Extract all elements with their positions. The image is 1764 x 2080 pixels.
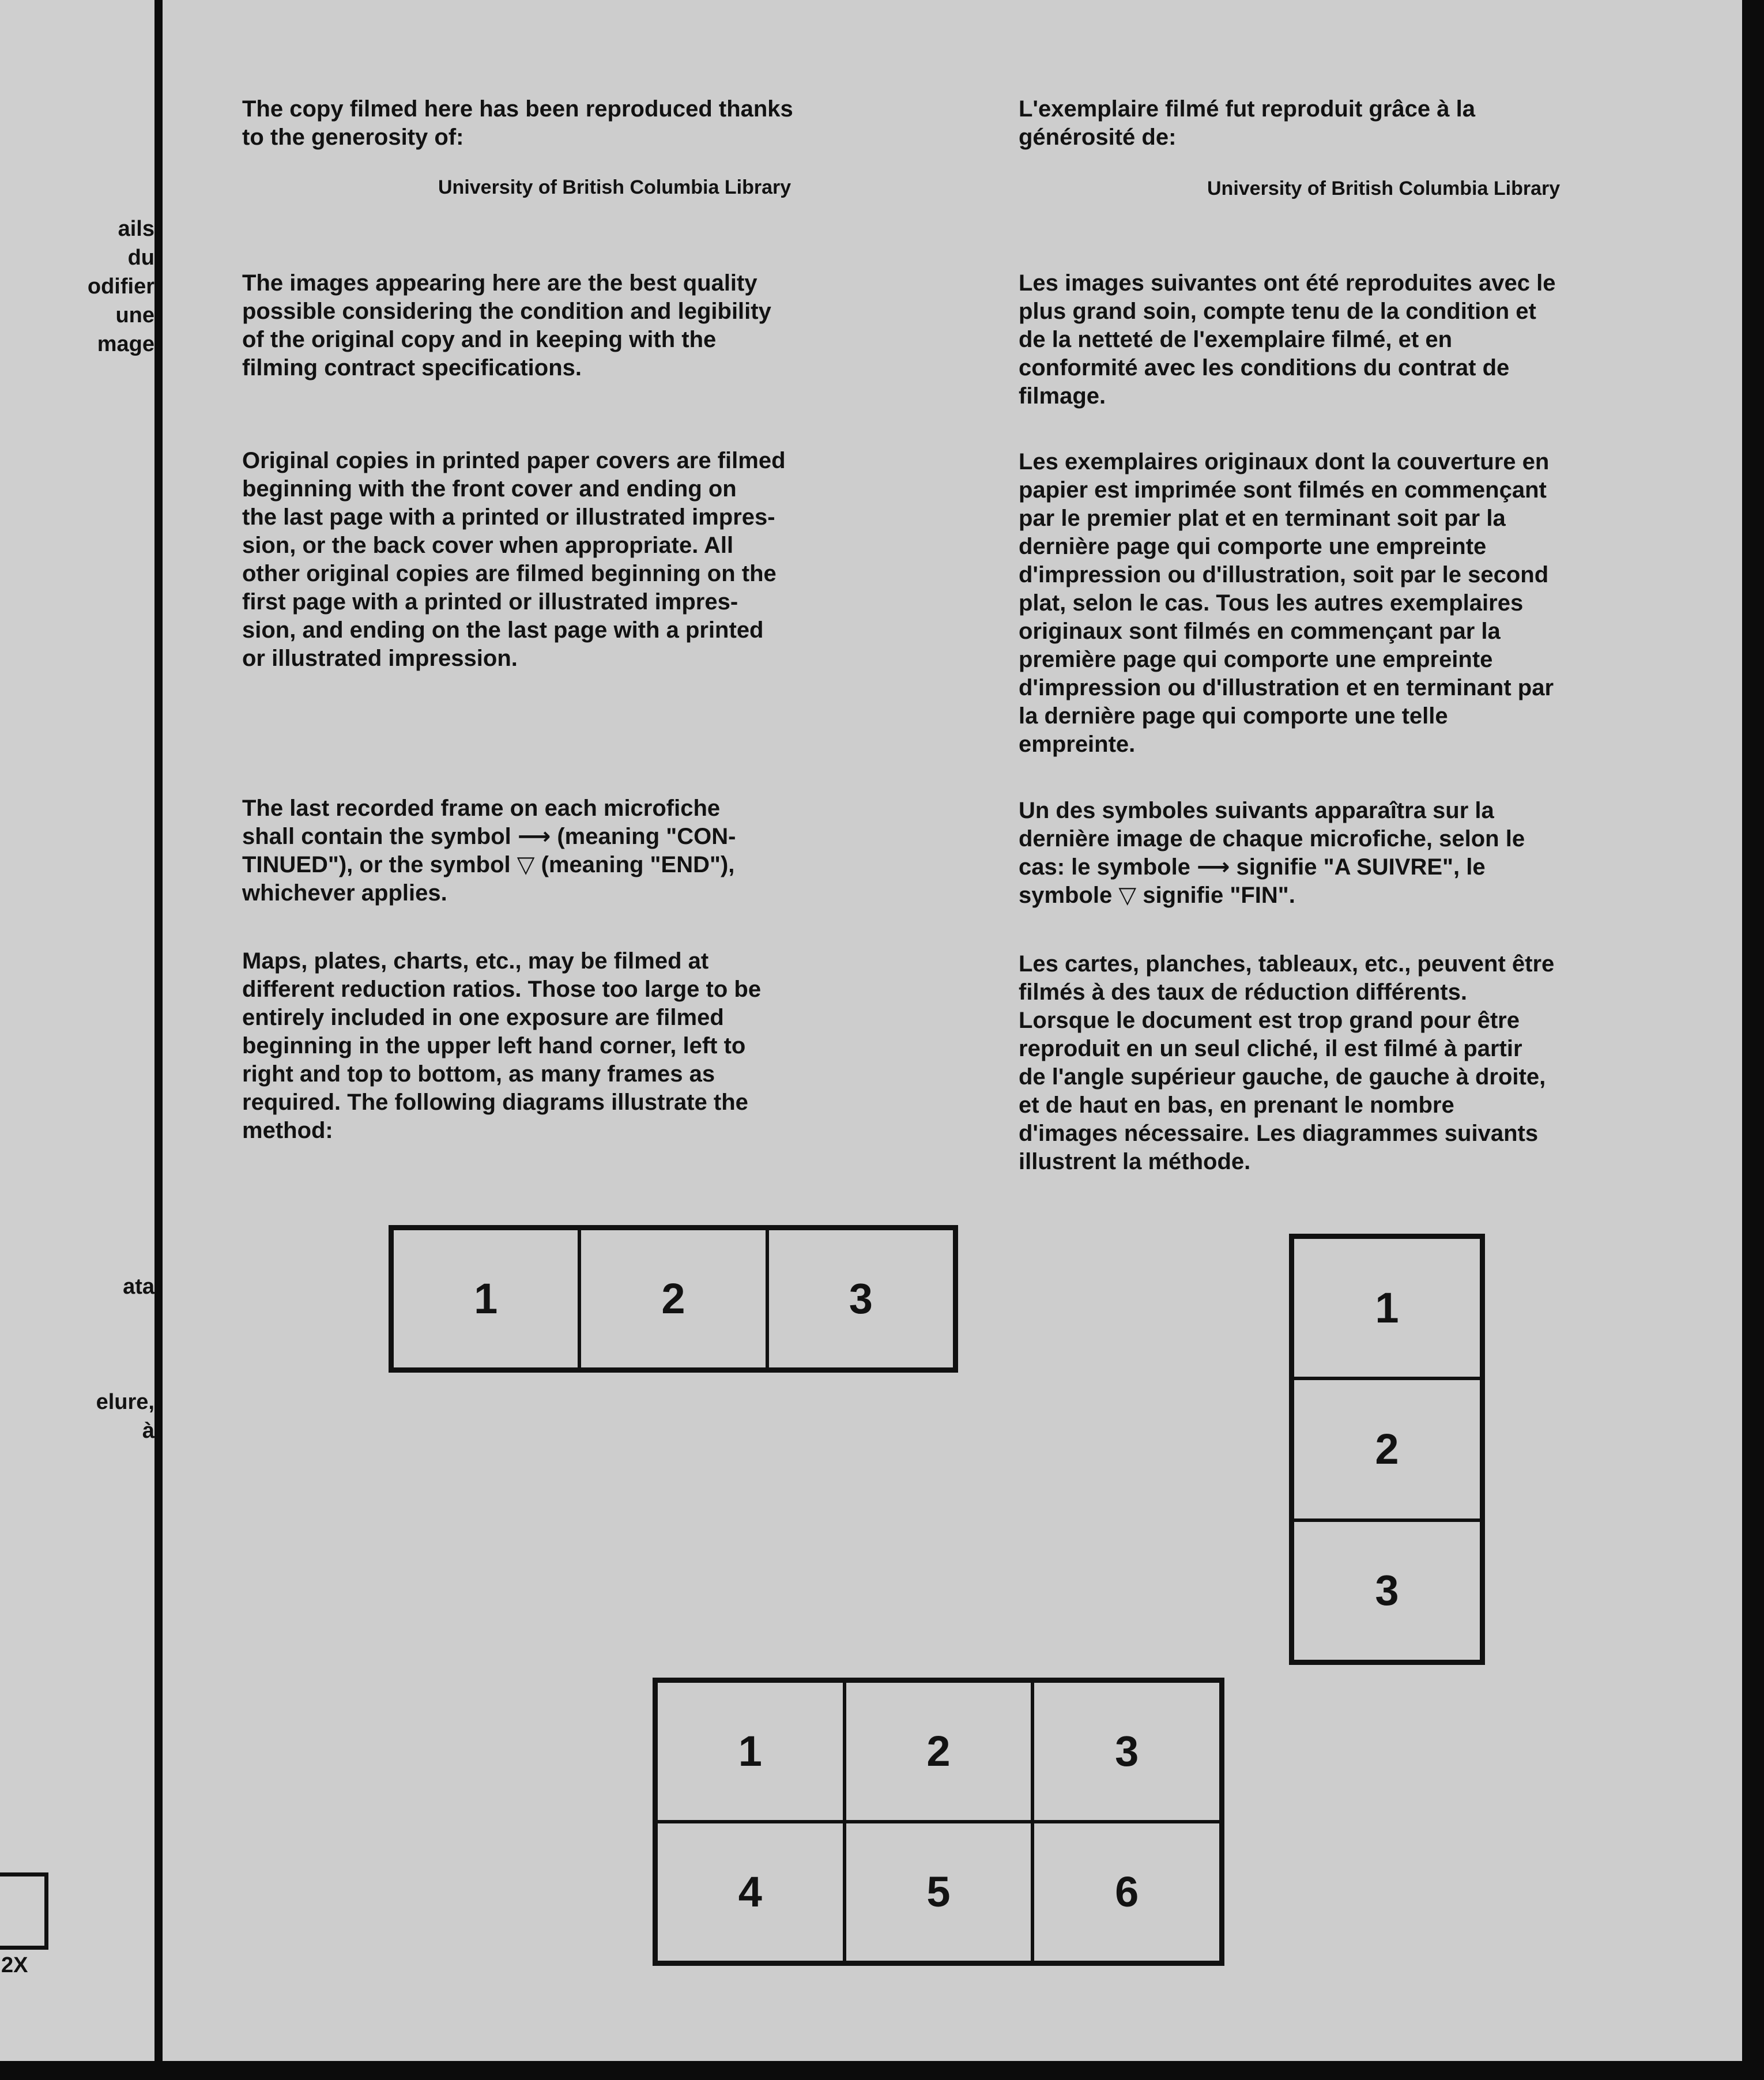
adjacent-fragment: ails [118,217,154,241]
english-institution: University of British Columbia Library [438,176,791,198]
french-quality-paragraph: Les images suivantes ont été reproduites avec le plus grand soin, compte tenu de la condition et de la netteté de l'exemplaire filmé, et en conformité avec les conditions du contrat de filmage. [1019,270,1556,409]
frame-cell: 3 [1032,1681,1221,1822]
adjacent-fragment: à [142,1419,154,1443]
english-acknowledgement: The copy filmed here has been reproduced thanks to the generosity of: [242,96,793,150]
adjacent-reduction-label: 2X [1,1953,28,1977]
adjacent-fragment: elure, [96,1390,154,1414]
frame-cell: 3 [767,1229,955,1369]
frame-cell: 2 [845,1681,1033,1822]
right-film-edge [1742,0,1764,2080]
english-symbols-paragraph: The last recorded frame on each microfiche shall contain the symbol ⟶ (meaning "CON- TINUED"), or the symbol ▽ (meaning "END"), whichever applies. [242,796,736,906]
adjacent-fragment: odifier [87,274,154,299]
frame-cell: 1 [1292,1237,1482,1378]
english-covers-paragraph: Original copies in printed paper covers are filmed beginning with the front cover and ending on the last page with a printed or illustrated impres- sion, or the back cover when appropriate. All other original copies are filmed beginning on the first page with a printed or illustrated impres- sion, and ending on the last page with a printed or illustrated impression. [242,448,786,671]
diagram-grid [653,1678,1224,1966]
french-acknowledgement: L'exemplaire filmé fut reproduit grâce à la générosité de: [1019,96,1475,150]
adjacent-box-outline [0,1872,48,1950]
french-covers-paragraph: Les exemplaires originaux dont la couverture en papier est imprimée sont filmés en commençant par le premier plat et en terminant soit par la dernière page qui comporte une empreinte d'impression ou d'illustration, soit par le second plat, selon le cas. Tous les autres exemplaires originaux sont filmés en commençant par la première page qui comporte une empreinte d'impression ou d'illustration et en terminant par la dernière page qui comporte une telle empreinte. [1019,449,1554,757]
frame-cell: 5 [845,1822,1033,1962]
bottom-film-edge [0,2061,1764,2080]
english-quality-paragraph: The images appearing here are the best quality possible considering the condition and legibility of the original copy and in keeping with the filming contract specifications. [242,270,771,380]
target-page [163,0,1742,2061]
frame-cell: 1 [656,1681,845,1822]
frame-cell: 3 [1292,1520,1482,1661]
adjacent-fragment: une [115,303,154,327]
french-symbols-paragraph: Un des symboles suivants apparaîtra sur la dernière image de chaque microfiche, selon le cas: le symbole ⟶ signifie "A SUIVRE", le symbole ▽ signifie "FIN". [1019,798,1525,908]
adjacent-fragment: ata [123,1275,154,1299]
diagram-vertical [1289,1234,1485,1665]
frame-cell: 4 [656,1822,845,1962]
frame-cell: 6 [1032,1822,1221,1962]
frame-cell: 2 [579,1229,767,1369]
english-maps-paragraph: Maps, plates, charts, etc., may be filmed at different reduction ratios. Those too large to be entirely included in one exposure are filmed beginning in the upper left hand corner, left to right and top to bottom, as many frames as required. The following diagrams illustrate the method: [242,948,762,1143]
adjacent-fragment: du [127,246,154,270]
frame-cell: 1 [392,1229,579,1369]
frame-cell: 2 [1292,1378,1482,1520]
adjacent-fragment: mage [97,332,154,356]
french-institution: University of British Columbia Library [1207,178,1561,199]
diagram-horizontal [389,1225,958,1373]
french-maps-paragraph: Les cartes, planches, tableaux, etc., peuvent être filmés à des taux de réduction différents. Lorsque le document est trop grand pour être reproduit en un seul cliché, il est filmé à partir de l'angle supérieur gauche, de gauche à droite, et de haut en bas, en prenant le nombre d'images nécessaire. Les diagrammes suivants illustrent la méthode. [1019,951,1555,1174]
adjacent-page-strip [0,0,154,2061]
